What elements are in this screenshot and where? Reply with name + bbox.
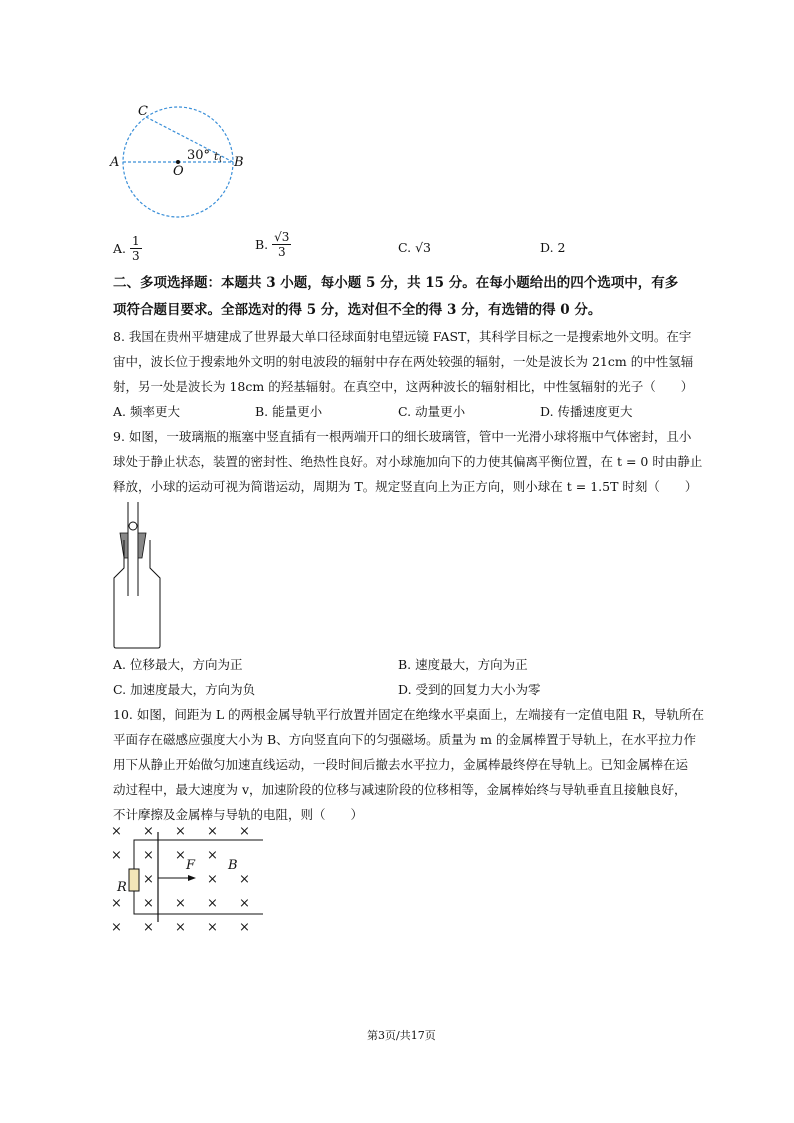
q9-line1: 9. 如图，一玻璃瓶的瓶塞中竖直插有一根两端开口的细长玻璃管，管中一光滑小球将瓶中气体密封，且小 bbox=[113, 429, 692, 444]
q7-label-c: C bbox=[138, 104, 148, 119]
q8-option-d: D. 传播速度更大 bbox=[540, 404, 633, 419]
q10-field-crosses bbox=[108, 822, 268, 937]
q8-option-a: A. 频率更大 bbox=[113, 404, 180, 419]
field-cross: × bbox=[207, 896, 218, 911]
q7-option-a-num: 1 bbox=[132, 234, 140, 248]
q10-line4: 动过程中，最大速度为 v，加速阶段的位移与减速阶段的位移相等，金属棒始终与导轨垂直且接触良好， bbox=[113, 782, 687, 797]
field-cross: × bbox=[239, 896, 250, 911]
field-cross: × bbox=[175, 920, 186, 935]
q9-option-d: D. 受到的回复力大小为零 bbox=[398, 682, 541, 697]
q9-bottle-figure bbox=[108, 500, 166, 652]
field-cross: × bbox=[111, 896, 122, 911]
q7-option-a-prefix: A. bbox=[113, 241, 127, 256]
q7-option-c-prefix: C. bbox=[398, 240, 412, 255]
field-cross: × bbox=[207, 824, 218, 839]
q7-option-c bbox=[398, 240, 431, 255]
q7-option-a-den: 3 bbox=[132, 249, 140, 263]
field-cross: × bbox=[175, 848, 186, 863]
field-cross: × bbox=[207, 872, 218, 887]
field-cross: × bbox=[111, 920, 122, 935]
field-cross: × bbox=[143, 848, 154, 863]
field-cross: × bbox=[143, 896, 154, 911]
q10-label-b: B bbox=[228, 858, 238, 873]
q7-angle-label: 30° bbox=[187, 148, 211, 163]
q9-option-c: C. 加速度最大，方向为负 bbox=[113, 682, 256, 697]
q8-line3: 射，另一处是波长为 18cm 的羟基辐射。在真空中，这两种波长的辐射相比，中性氢辐射的光子（ ） bbox=[113, 379, 694, 394]
section2-line1: 二、多项选择题：本题共 3 小题，每小题 5 分，共 15 分。在每小题给出的四个选项中，有多 bbox=[113, 275, 679, 291]
field-cross: × bbox=[175, 824, 186, 839]
q7-option-b bbox=[255, 230, 291, 259]
q8-option-c: C. 动量更小 bbox=[398, 404, 466, 419]
q7-label-b: B bbox=[234, 155, 244, 170]
q9-line2: 球处于静止状态，装置的密封性、绝热性良好。对小球施加向下的力使其偏离平衡位置，在 t = 0 时由静止 bbox=[113, 454, 703, 469]
field-cross: × bbox=[175, 896, 186, 911]
section2-line2: 项符合题目要求。全部选对的得 5 分，选对但不全的得 3 分，有选错的得 0 分。 bbox=[113, 302, 602, 318]
q7-option-d bbox=[540, 240, 566, 255]
q10-label-f: F bbox=[186, 858, 196, 873]
q10-line2: 平面存在磁感应强度大小为 B、方向竖直向下的匀强磁场。质量为 m 的金属棒置于导轨上，在水平拉力作 bbox=[113, 732, 696, 747]
q8-line1: 8. 我国在贵州平塘建成了世界最大单口径球面射电望远镜 FAST，其科学目标之一是搜索地外文明。在宇 bbox=[113, 329, 692, 344]
q7-option-b-prefix: B. bbox=[255, 237, 269, 252]
field-cross: × bbox=[111, 824, 122, 839]
q7-option-a bbox=[113, 234, 142, 263]
field-cross: × bbox=[143, 872, 154, 887]
q7-option-c-value: √3 bbox=[415, 240, 431, 255]
q8-option-b: B. 能量更小 bbox=[255, 404, 323, 419]
q10-line3: 用下从静止开始做匀加速直线运动，一段时间后撤去水平拉力，金属棒最终停在导轨上。已知金属棒在运 bbox=[113, 757, 689, 772]
q10-line5: 不计摩擦及金属棒与导轨的电阻，则（ ） bbox=[113, 807, 364, 822]
q7-option-b-fraction bbox=[272, 230, 291, 259]
field-cross: × bbox=[207, 848, 218, 863]
field-cross: × bbox=[239, 920, 250, 935]
q7-option-d-prefix: D. bbox=[540, 240, 554, 255]
q7-option-d-value: 2 bbox=[557, 240, 566, 255]
field-cross: × bbox=[239, 872, 250, 887]
q10-line1: 10. 如图，间距为 L 的两根金属导轨平行放置并固定在绝缘水平桌面上，左端接有一定值电阻 R，导轨所在 bbox=[113, 707, 704, 722]
q10-label-r: R bbox=[117, 880, 127, 895]
field-cross: × bbox=[207, 920, 218, 935]
field-cross: × bbox=[111, 848, 122, 863]
field-cross: × bbox=[239, 824, 250, 839]
q9-option-b: B. 速度最大，方向为正 bbox=[398, 657, 528, 672]
field-cross: × bbox=[143, 920, 154, 935]
q9-option-a: A. 位移最大，方向为正 bbox=[113, 657, 243, 672]
q7-option-b-num: √3 bbox=[274, 230, 290, 244]
q7-label-a: A bbox=[110, 155, 120, 170]
q7-option-b-den: 3 bbox=[277, 245, 286, 259]
page-footer: 第3页/共17页 bbox=[367, 1029, 436, 1042]
q9-line3: 释放，小球的运动可视为简谐运动，周期为 T。规定竖直向上为正方向，则小球在 t = 1.5T 时刻（ ） bbox=[113, 479, 698, 494]
field-cross: × bbox=[143, 824, 154, 839]
q7-option-a-fraction bbox=[130, 234, 142, 263]
q8-line2: 宙中，波长位于搜索地外文明的射电波段的辐射中存在两处较强的辐射，一处是波长为 21cm 的中性氢辐 bbox=[113, 354, 694, 369]
q7-angle-var: t bbox=[214, 150, 219, 163]
q7-label-o: O bbox=[173, 164, 184, 179]
